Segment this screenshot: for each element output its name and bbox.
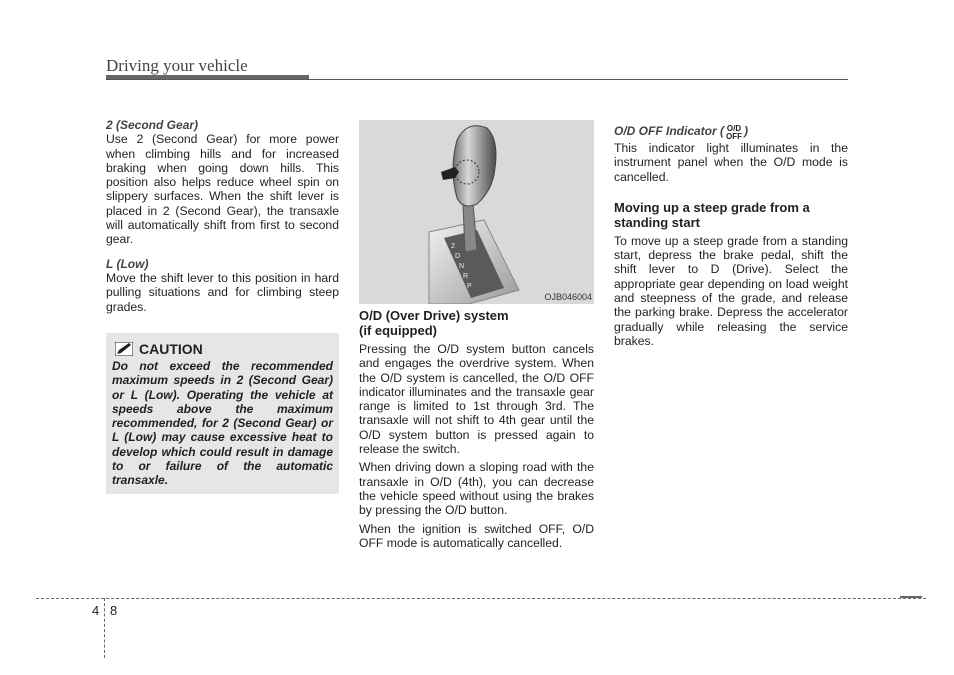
- od-paragraph-3: When the ignition is switched OFF, O/D OFF mode is automatically cancelled.: [359, 521, 594, 550]
- grade-heading-line1: Moving up a steep grade from a: [614, 199, 810, 215]
- header-title: Driving your vehicle: [106, 56, 248, 75]
- column-right: [614, 124, 848, 348]
- caution-pencil-icon: [115, 342, 133, 356]
- od-off-indicator-title: [614, 124, 848, 141]
- page-number: 8: [110, 603, 118, 618]
- indicator-title-text: O/D OFF Indicator (: [614, 124, 724, 138]
- column-left: [106, 118, 339, 314]
- od-off-indicator-icon: [726, 125, 742, 141]
- svg-text:P: P: [467, 283, 472, 290]
- caution-title: CAUTION: [139, 341, 203, 357]
- svg-text:D: D: [455, 253, 461, 260]
- od-paragraph-1: Pressing the O/D system button cancels and engages the overdrive system. When the O/D system is cancelled, the O/D OFF indicator illuminates and the transaxle gear range is limited to 1st through 3rd. The transaxle will not shift to 4th gear until the O/D system button is pressed again to release the switch.: [359, 342, 594, 457]
- caution-box: [106, 333, 339, 494]
- low-gear-text: Move the shift lever to this position in hard pulling situations and for climbing steep grades.: [106, 270, 339, 314]
- header-rule: [106, 79, 848, 80]
- second-gear-title: 2 (Second Gear): [106, 118, 199, 132]
- svg-text:N: N: [459, 263, 465, 270]
- svg-text:2: 2: [451, 243, 455, 250]
- low-gear-title: L (Low): [106, 256, 149, 271]
- caution-heading: [115, 341, 203, 357]
- grade-text: To move up a steep grade from a standing start, depress the brake pedal, shift the shift lever to D (Drive). Select the appropriate gear depending on load weight and steepness of the grade, and release the parking brake. Depress the accelerator gradually while releasing the service brakes.: [614, 233, 848, 348]
- shift-lever-figure: [359, 120, 594, 304]
- od-paragraph-2: When driving down a sloping road with the transaxle in O/D (4th), you can decrease the vehicle speed without using the brakes by pressing the O/D button.: [359, 460, 594, 518]
- column-middle: [359, 308, 594, 550]
- footer-rule-end: [900, 596, 922, 598]
- shift-lever-illustration: [359, 120, 594, 304]
- svg-text:L: L: [443, 239, 447, 246]
- od-heading-line2: (if equipped): [359, 323, 437, 338]
- od-heading-line1: O/D (Over Drive) system: [359, 308, 509, 323]
- figure-code: OJB046004: [544, 292, 592, 302]
- indicator-icon-top: O/D: [726, 124, 742, 133]
- caution-text: Do not exceed the recommended maximum speeds in 2 (Second Gear) or L (Low). Operating the vehicle at speeds above the maximum recommended, for 2 (Second Gear) or L (Low) may cause excessive heat to develop which could result in damage to or failure of the automatic transaxle.: [112, 359, 333, 488]
- od-off-indicator-text: This indicator light illuminates in the instrument panel when the O/D mode is cancelled.: [614, 141, 848, 184]
- indicator-icon-bottom: OFF: [726, 132, 742, 141]
- svg-text:R: R: [463, 273, 469, 280]
- footer-dashed-rule: [36, 598, 926, 599]
- footer-vertical-rule: [104, 598, 105, 658]
- grade-heading-line2: standing start: [614, 214, 700, 230]
- indicator-title-close: ): [744, 124, 748, 138]
- chapter-number: 4: [92, 603, 100, 618]
- second-gear-text: Use 2 (Second Gear) for more power when climbing hills and for increased braking when going down hills. This position also helps reduce wheel spin on slippery surfaces. When the shift lever is placed in 2 (Second Gear), the transaxle will automatically shift from first to second gear.: [106, 132, 339, 247]
